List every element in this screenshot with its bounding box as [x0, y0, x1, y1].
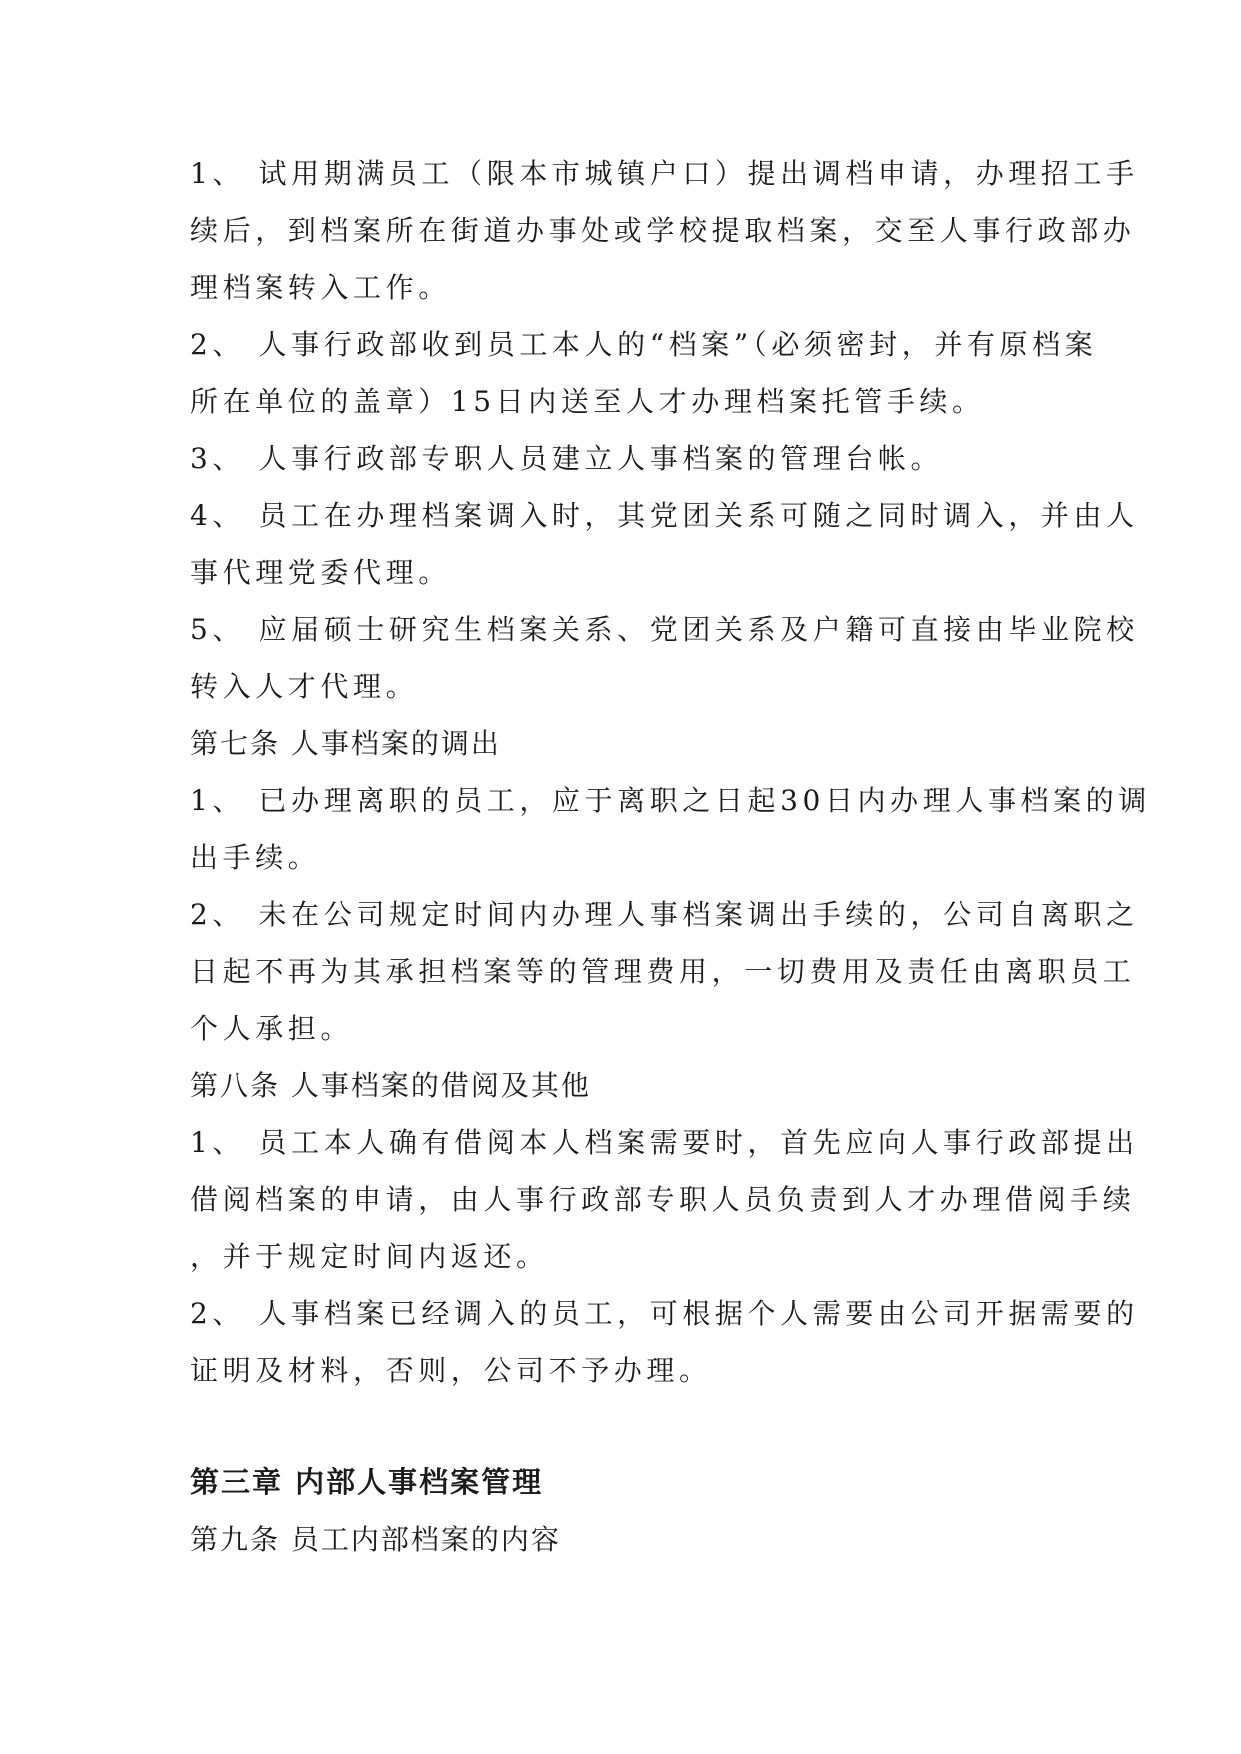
text-line: 转入人才代理。 [190, 670, 419, 703]
text-line: 个人承担。 [190, 1012, 354, 1045]
text-line: 1、 员工本人确有借阅本人档案需要时，首先应向人事行政部提出 [190, 1126, 1139, 1159]
text-line: 续后，到档案所在街道办事处或学校提取档案，交至人事行政部办 [190, 214, 1136, 247]
text-line: 2、 人事行政部收到员工本人的“档案”（必须密封，并有原档案 [190, 328, 1098, 361]
text-line: ，并于规定时间内返还。 [190, 1240, 549, 1273]
text-line: 2、 人事档案已经调入的员工，可根据个人需要由公司开据需要的 [190, 1297, 1139, 1330]
text-line: 4、 员工在办理档案调入时，其党团关系可随之同时调入，并由人 [190, 499, 1139, 532]
text-line: 日起不再为其承担档案等的管理费用，一切费用及责任由离职员工 [190, 955, 1136, 988]
text-line: 1、 已办理离职的员工，应于离职之日起30日内办理人事档案的调 [190, 784, 1151, 817]
chapter-3-heading: 第三章 内部人事档案管理 [190, 1465, 544, 1499]
text-line: 出手续。 [190, 841, 321, 874]
text-line: 所在单位的盖章）15日内送至人才办理档案托管手续。 [190, 385, 985, 418]
article-8-heading: 第八条 人事档案的借阅及其他 [190, 1069, 591, 1102]
text-line: 1、 试用期满员工（限本市城镇户口）提出调档申请，办理招工手 [190, 157, 1139, 190]
text-line: 借阅档案的申请，由人事行政部专职人员负责到人才办理借阅手续 [190, 1183, 1136, 1216]
text-line: 证明及材料，否则，公司不予办理。 [190, 1354, 712, 1387]
text-line: 理档案转入工作。 [190, 271, 451, 304]
text-line: 事代理党委代理。 [190, 556, 451, 589]
article-9-heading: 第九条 员工内部档案的内容 [190, 1523, 561, 1556]
text-line: 5、 应届硕士研究生档案关系、党团关系及户籍可直接由毕业院校 [190, 613, 1139, 646]
article-7-heading: 第七条 人事档案的调出 [190, 727, 501, 760]
document-body [190, 145, 1151, 1568]
text-line: 2、 未在公司规定时间内办理人事档案调出手续的，公司自离职之 [190, 898, 1139, 931]
text-line: 3、 人事行政部专职人员建立人事档案的管理台帐。 [190, 442, 944, 475]
